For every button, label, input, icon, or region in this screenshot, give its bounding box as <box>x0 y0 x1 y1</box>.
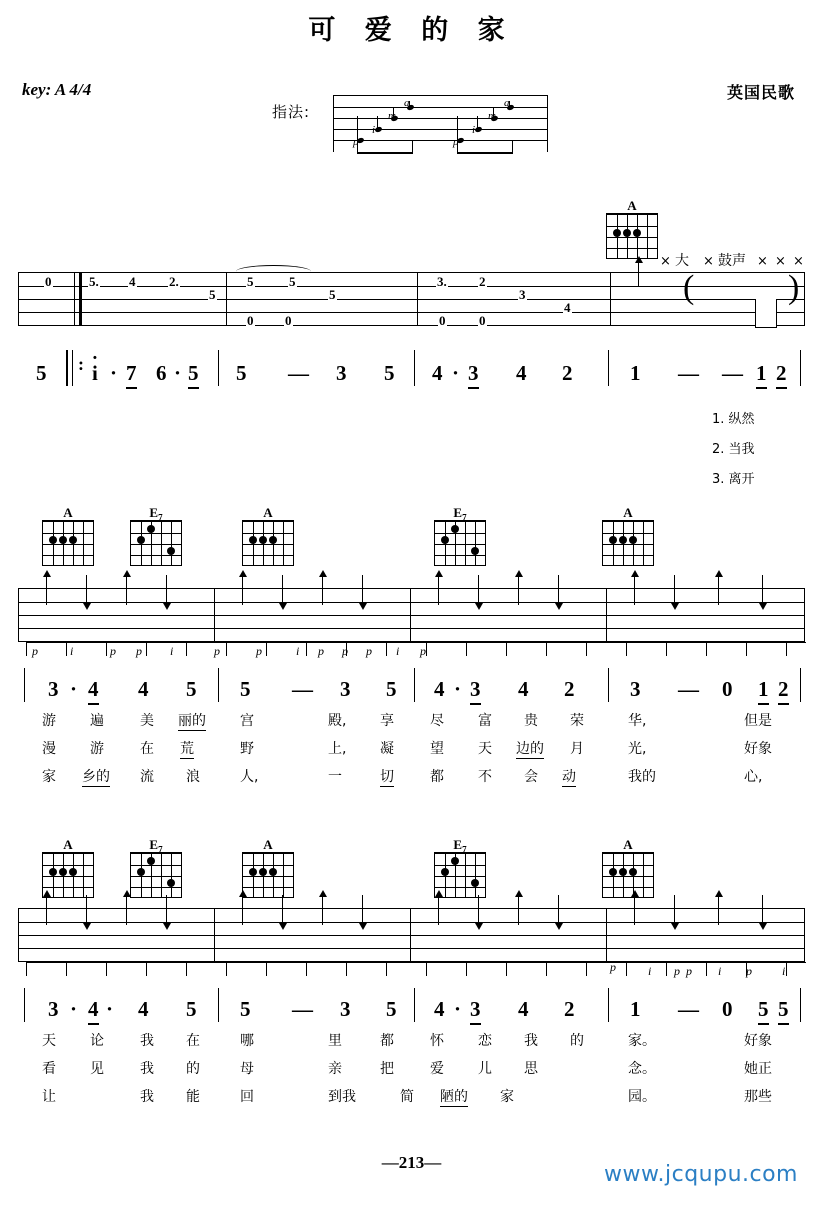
rhythm-row-verse-b <box>18 962 808 990</box>
strum-up-arrow <box>638 261 639 287</box>
chord-diagram-a <box>240 505 296 566</box>
jianpu-dot: · <box>106 997 114 1021</box>
jianpu-dot: · <box>454 997 462 1021</box>
jianpu-dot: · <box>454 677 462 701</box>
jianpu-dash: — <box>678 677 699 701</box>
lyric-syllable: 边的 <box>516 738 544 759</box>
lyric-syllable: 我的 <box>628 769 656 785</box>
jianpu-note: 1 <box>630 361 641 385</box>
strum-down-arrow <box>282 575 283 605</box>
chord-name: A <box>627 198 637 213</box>
chord-diagram-a <box>40 837 96 898</box>
fingering-letter: p <box>453 136 459 148</box>
strum-down-arrow <box>86 575 87 605</box>
lyric-syllable: 思 <box>524 1061 538 1077</box>
lyric-syllable: 光, <box>628 741 647 757</box>
rhythm-letter: i <box>170 644 174 658</box>
rhythm-letter: i <box>718 964 722 978</box>
lyric-syllable: 但是 <box>744 713 772 729</box>
jianpu-dash: — <box>292 997 313 1021</box>
jianpu-note: 4 <box>88 997 99 1025</box>
chord-grid <box>242 852 294 898</box>
lyric-syllable: 爱 <box>430 1061 444 1077</box>
strum-up-arrow <box>322 895 323 925</box>
lyric-syllable: 家 <box>500 1089 514 1105</box>
lyric-syllable: 我 <box>524 1033 538 1049</box>
lyric-syllable: 能 <box>186 1089 200 1105</box>
tab-staff-intro: 0 5. 4 2. 5 5 5 5 0 0 3. 2 3 0 0 4 ( ) <box>18 272 805 327</box>
strum-down-arrow <box>558 895 559 925</box>
tab-number: 0 <box>247 313 254 328</box>
chord-name: $E_7$ <box>453 837 467 855</box>
strum-down-arrow <box>478 575 479 605</box>
fingering-letter: i <box>472 124 476 136</box>
lyric-syllable: 都 <box>380 1033 394 1049</box>
lyric-syllable: 贵 <box>524 713 538 729</box>
lyric-syllable: 浪 <box>186 769 200 785</box>
tab-number: 5 <box>209 287 216 302</box>
tab-staff-verse-a <box>18 588 805 643</box>
jianpu-note: 4 <box>434 997 445 1021</box>
fingering-demo-staff <box>333 95 548 152</box>
jianpu-note: 1 <box>756 361 767 389</box>
jianpu-note: 5 <box>186 677 197 701</box>
jianpu-note: 5 <box>236 361 247 385</box>
jianpu-note: 4 <box>518 677 529 701</box>
jianpu-note: 2 <box>776 361 787 389</box>
chord-diagram-a <box>600 837 656 898</box>
jianpu-note: 2 <box>778 677 789 705</box>
tab-number: 0 <box>285 313 292 328</box>
strum-up-arrow <box>634 895 635 925</box>
jianpu-dot: · <box>70 677 78 701</box>
tab-staff-verse-b <box>18 908 805 963</box>
tab-number: 0 <box>45 274 52 289</box>
rhythm-letter: i <box>648 964 652 978</box>
chord-grid <box>434 520 486 566</box>
strum-down-arrow <box>674 575 675 605</box>
tab-number: 2. <box>169 274 179 289</box>
lyric-syllable: 乡的 <box>82 766 110 787</box>
rhythm-letter: i <box>396 644 400 658</box>
strum-down-arrow <box>558 575 559 605</box>
jianpu-note: 5 <box>186 997 197 1021</box>
jianpu-dash: — <box>288 361 309 385</box>
rhythm-letter: p <box>342 644 348 658</box>
drum-label-2: 鼓声 <box>718 253 746 269</box>
jianpu-note: 5 <box>386 677 397 701</box>
jianpu-dot: · <box>452 361 460 385</box>
lyric-syllable: 人, <box>240 769 259 785</box>
rhythm-letter: i <box>782 964 786 978</box>
lyric-syllable: 荣 <box>570 713 584 729</box>
lyric-syllable: 野 <box>240 741 254 757</box>
tab-number: 3. <box>437 274 447 289</box>
tab-number: 0 <box>479 313 486 328</box>
lyric-syllable: 享 <box>380 713 394 729</box>
jianpu-note: 1 <box>630 997 641 1021</box>
rhythm-letter: p <box>674 964 680 978</box>
lyric-syllable: 回 <box>240 1089 254 1105</box>
key-signature: key: A 4/4 <box>22 80 92 99</box>
chord-name: A <box>63 505 73 520</box>
lyric-syllable: 家。 <box>628 1033 656 1049</box>
strum-down-arrow <box>762 575 763 605</box>
tab-number: 4 <box>564 300 571 315</box>
lyric-syllable: 都 <box>430 769 444 785</box>
lyric-syllable: 不 <box>478 769 492 785</box>
jianpu-note: 4 <box>434 677 445 701</box>
fingering-letter: p <box>353 136 359 148</box>
jianpu-note: 4 <box>516 361 527 385</box>
chord-name: $E_7$ <box>149 837 163 855</box>
rhythm-row-verse-a <box>18 642 808 670</box>
lyric-syllable: 恋 <box>478 1033 492 1049</box>
rhythm-letter: p <box>420 644 426 658</box>
jianpu-note: 3 <box>48 997 59 1021</box>
lyric-syllable: 游 <box>42 713 56 729</box>
strum-down-arrow <box>86 895 87 925</box>
jianpu-note: 5 <box>384 361 395 385</box>
lyric-syllable: 里 <box>328 1033 342 1049</box>
chord-diagram-a <box>240 837 296 898</box>
chord-grid <box>242 520 294 566</box>
strum-up-arrow <box>718 575 719 605</box>
chord-diagram-a-intro <box>604 198 660 259</box>
lyric-syllable: 游 <box>90 741 104 757</box>
fingering-letter: m <box>488 110 496 122</box>
chord-diagram-e7 <box>128 837 184 898</box>
tab-number: 3 <box>519 287 526 302</box>
chord-diagram-a <box>40 505 96 566</box>
strum-up-arrow <box>46 575 47 605</box>
lyric-syllable: 华, <box>628 713 647 729</box>
lyric-syllable: 我 <box>140 1061 154 1077</box>
jianpu-note: 3 <box>468 361 479 389</box>
chord-grid <box>130 520 182 566</box>
jianpu-note: 5 <box>188 361 199 389</box>
chord-grid <box>602 520 654 566</box>
strum-up-arrow <box>718 895 719 925</box>
page-title: 可 爱 的 家 <box>308 15 515 46</box>
lyric-syllable: 陋的 <box>440 1086 468 1107</box>
strum-down-arrow <box>166 895 167 925</box>
jianpu-note: 3 <box>336 361 347 385</box>
jianpu-dot: · <box>70 997 78 1021</box>
strum-up-arrow <box>242 895 243 925</box>
drum-label-1: 大 <box>675 253 689 269</box>
strum-up-arrow <box>518 575 519 605</box>
chord-diagram-e7 <box>128 505 184 566</box>
strum-down-arrow <box>478 895 479 925</box>
mute-x-icon: × <box>757 254 768 269</box>
strum-up-arrow <box>46 895 47 925</box>
lyric-syllable: 念。 <box>628 1061 656 1077</box>
strum-down-arrow <box>762 895 763 925</box>
jianpu-note: 7 <box>126 361 137 389</box>
strum-up-arrow <box>126 895 127 925</box>
jianpu-note: 2 <box>564 997 575 1021</box>
jianpu-note: 3 <box>630 677 641 701</box>
lyric-syllable: 母 <box>240 1061 254 1077</box>
strum-down-arrow <box>282 895 283 925</box>
lyric-syllable: 在 <box>186 1033 200 1049</box>
jianpu-note: 5 <box>386 997 397 1021</box>
jianpu-dash: — <box>678 361 699 385</box>
lyric-syllable: 富 <box>478 713 492 729</box>
chord-diagram-e7 <box>432 837 488 898</box>
fingering-letter: a <box>404 97 410 109</box>
lyric-syllable: 怀 <box>430 1033 444 1049</box>
jianpu-note: 4 <box>432 361 443 385</box>
chord-name: A <box>263 505 273 520</box>
rhythm-letter: i <box>70 644 74 658</box>
lyric-syllable: 到我 <box>328 1089 356 1105</box>
rhythm-letter: p <box>746 964 752 978</box>
verse-cue-2: 2. 当我 <box>712 442 755 457</box>
rhythm-letter: p <box>318 644 324 658</box>
chord-name: A <box>263 837 273 852</box>
jianpu-dot: · <box>110 361 118 385</box>
page-number: —213— <box>381 1153 442 1172</box>
lyric-syllable: 天 <box>478 741 492 757</box>
tab-number: 5. <box>89 274 99 289</box>
lyric-syllable: 好象 <box>744 741 772 757</box>
lyric-syllable: 尽 <box>430 713 444 729</box>
jianpu-note: 6 <box>156 361 167 385</box>
jianpu-note: 3 <box>470 677 481 705</box>
lyric-syllable: 好象 <box>744 1033 772 1049</box>
jianpu-note: 3 <box>340 997 351 1021</box>
fingering-letter: i <box>372 124 376 136</box>
jianpu-row-verse-a <box>0 672 823 712</box>
lyric-syllable: 她正 <box>744 1061 772 1077</box>
lyric-syllable: 那些 <box>744 1089 772 1105</box>
chord-diagram-e7 <box>432 505 488 566</box>
fingering-letter: m <box>388 110 396 122</box>
jianpu-note: 3 <box>48 677 59 701</box>
tab-number: 4 <box>129 274 136 289</box>
rhythm-letter: i <box>296 644 300 658</box>
chord-name: A <box>63 837 73 852</box>
lyric-syllable: 我 <box>140 1033 154 1049</box>
jianpu-note: 3 <box>340 677 351 701</box>
jianpu-dot: · <box>174 361 182 385</box>
strum-up-arrow <box>242 575 243 605</box>
lyric-syllable: 凝 <box>380 741 394 757</box>
strum-up-arrow <box>634 575 635 605</box>
jianpu-rest: 0 <box>722 997 733 1021</box>
composer-credit: 英国民歌 <box>726 83 795 102</box>
jianpu-row-verse-b <box>0 992 823 1032</box>
jianpu-note: 1 <box>758 677 769 705</box>
lyric-syllable: 天 <box>42 1033 56 1049</box>
jianpu-note: 4 <box>518 997 529 1021</box>
verse-cue-3: 3. 离开 <box>712 472 755 487</box>
lyric-syllable: 在 <box>140 741 154 757</box>
lyric-syllable: 切 <box>380 766 394 787</box>
strum-up-arrow <box>126 575 127 605</box>
jianpu-note: 5 <box>240 677 251 701</box>
lyric-syllable: 哪 <box>240 1033 254 1049</box>
jianpu-note: 5 <box>240 997 251 1021</box>
fingering-label: 指法: <box>272 103 311 121</box>
rhythm-letter: p <box>32 644 38 658</box>
rhythm-letter: p <box>366 644 372 658</box>
jianpu-note: 4 <box>138 677 149 701</box>
chord-grid <box>130 852 182 898</box>
tab-number: 2 <box>479 274 486 289</box>
tab-number: 5 <box>329 287 336 302</box>
rhythm-letter: p <box>136 644 142 658</box>
lyric-syllable: 看 <box>42 1061 56 1077</box>
lyric-syllable: 上, <box>328 741 347 757</box>
chord-diagram-a <box>600 505 656 566</box>
lyric-syllable: 园。 <box>628 1089 656 1105</box>
lyric-syllable: 殿, <box>328 713 347 729</box>
mute-x-icon: × <box>775 254 786 269</box>
chord-grid <box>606 213 658 259</box>
lyric-syllable: 儿 <box>478 1061 492 1077</box>
strum-up-arrow <box>438 575 439 605</box>
lyric-syllable: 的 <box>570 1033 584 1049</box>
lyric-syllable: 论 <box>90 1033 104 1049</box>
lyric-syllable: 流 <box>140 769 154 785</box>
jianpu-note: 4 <box>138 997 149 1021</box>
tab-number: 5 <box>289 274 296 289</box>
jianpu-dash: — <box>722 361 743 385</box>
lyric-syllable: 的 <box>186 1061 200 1077</box>
lyric-syllable: 简 <box>400 1089 414 1105</box>
chord-name: $E_7$ <box>453 505 467 523</box>
lyric-syllable: 见 <box>90 1061 104 1077</box>
lyric-syllable: 亲 <box>328 1061 342 1077</box>
jianpu-note: 5 <box>36 361 47 385</box>
mute-x-icon: × <box>793 254 804 269</box>
jianpu-rest: 0 <box>722 677 733 701</box>
lyric-syllable: 动 <box>562 766 576 787</box>
jianpu-note: 3 <box>470 997 481 1025</box>
lyric-syllable: 宫 <box>240 713 254 729</box>
mute-x-icon: × <box>660 254 671 269</box>
chord-name: A <box>623 505 633 520</box>
lyric-syllable: 一 <box>328 769 342 785</box>
tab-number: 5 <box>247 274 254 289</box>
jianpu-note: 2 <box>562 361 573 385</box>
strum-up-arrow <box>322 575 323 605</box>
strum-down-arrow <box>674 895 675 925</box>
lyric-syllable: 把 <box>380 1061 394 1077</box>
jianpu-note: 5 <box>758 997 769 1025</box>
jianpu-dash: — <box>292 677 313 701</box>
strum-down-arrow <box>362 895 363 925</box>
lyric-syllable: 美 <box>140 713 154 729</box>
chord-grid <box>42 520 94 566</box>
jianpu-note: 5 <box>778 997 789 1025</box>
lyric-syllable: 遍 <box>90 713 104 729</box>
rhythm-letter: p <box>256 644 262 658</box>
lyric-syllable: 我 <box>140 1089 154 1105</box>
jianpu-note: 4 <box>88 677 99 705</box>
chord-grid <box>602 852 654 898</box>
watermark-url: www.jcqupu.com <box>604 1162 798 1187</box>
lyric-syllable: 会 <box>524 769 538 785</box>
mute-x-icon: × <box>703 254 714 269</box>
strum-down-arrow <box>362 575 363 605</box>
tab-number: 0 <box>439 313 446 328</box>
lyric-syllable: 月 <box>570 741 584 757</box>
strum-down-arrow <box>166 575 167 605</box>
jianpu-note: 2 <box>564 677 575 701</box>
lyric-syllable: 家 <box>42 769 56 785</box>
chord-name: $E_7$ <box>149 505 163 523</box>
jianpu-dash: — <box>678 997 699 1021</box>
jianpu-row-intro: : 5 · i · 7 6 · 5 5 — 3 5 4 · 3 4 2 1 — — 1 2 <box>0 358 823 398</box>
lyric-syllable: 丽的 <box>178 710 206 731</box>
lyric-syllable: 望 <box>430 741 444 757</box>
rhythm-letter: p <box>110 644 116 658</box>
fingering-letter: a <box>504 97 510 109</box>
jianpu-note: · i <box>92 361 98 386</box>
chord-name: A <box>623 837 633 852</box>
lyric-syllable: 心, <box>744 769 763 785</box>
rhythm-letter: p <box>214 644 220 658</box>
lyric-syllable: 漫 <box>42 741 56 757</box>
lyric-syllable: 让 <box>42 1089 56 1105</box>
lyric-syllable: 荒 <box>180 738 194 759</box>
strum-up-arrow <box>438 895 439 925</box>
verse-cue-1: 1. 纵然 <box>712 412 755 427</box>
rhythm-letter: p <box>686 964 692 978</box>
rhythm-letter: p <box>610 960 616 974</box>
strum-up-arrow <box>518 895 519 925</box>
